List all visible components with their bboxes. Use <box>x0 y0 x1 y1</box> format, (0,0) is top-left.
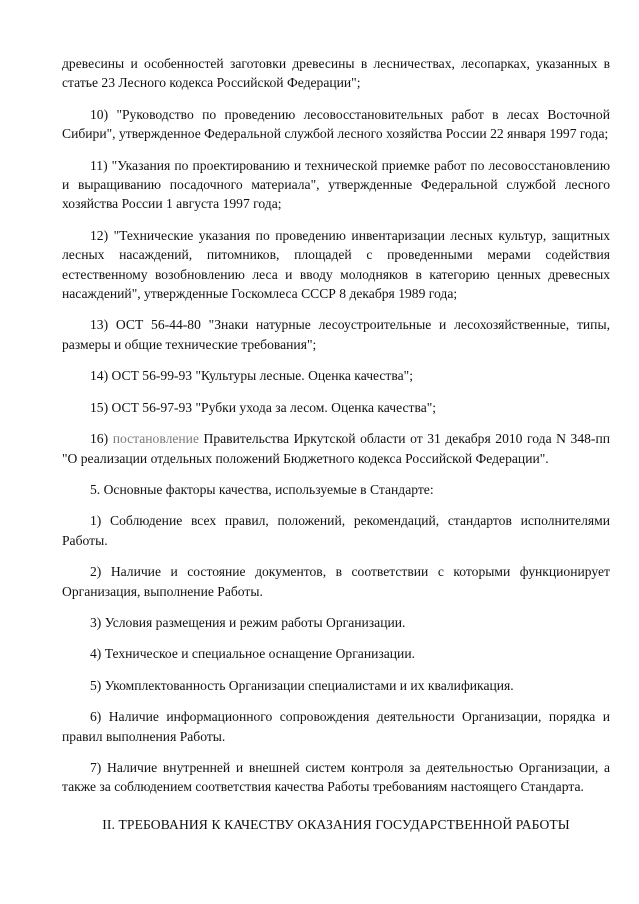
paragraph-text: 7) Наличие внутренней и внешней систем контроля за деятельностью Организации, а также за соблюдением соответствия качества Работы требованиям настоящего Стандарта. <box>62 759 610 795</box>
paragraph-continuation <box>62 54 610 93</box>
paragraph-text: 1) Соблюдение всех правил, положений, рекомендаций, стандартов исполнителями Работы. <box>62 513 610 548</box>
paragraph-text: 12) "Технические указания по проведению инвентаризации лесных культур, защитных лесных насаждений, питомников, площадей с проведенными мерами содействия естественному возобновлению леса и вводу молодняков в категорию ценных древесных насаждений", утвержденные Госкомлеса СССР 8 декабря 1989 года; <box>62 227 610 302</box>
factor-item-1 <box>62 511 610 550</box>
paragraph-text: Правительства Иркутской области от 31 декабря 2010 года N 348-пп "О реализации отдельных положений Бюджетного кодекса Российской Федерации". <box>62 431 610 466</box>
paragraph-text: 4) Техническое и специальное оснащение Организации. <box>90 646 415 662</box>
factor-item-4 <box>62 644 610 663</box>
paragraph-text: 5. Основные факторы качества, используемые в Стандарте: <box>90 481 434 497</box>
factor-item-7 <box>62 758 610 797</box>
factor-item-6 <box>62 707 610 746</box>
list-item-12 <box>62 226 610 304</box>
paragraph-text: 15) ОСТ 56-97-93 "Рубки ухода за лесом. Оценка качества"; <box>90 399 437 415</box>
paragraph-text: 11) "Указания по проектированию и технической приемке работ по лесовосстановлению и выращиванию посадочного материала", утвержденные Федеральной службой лесного хозяйства России 1 августа 1997 года; <box>62 157 610 212</box>
section-point-5 <box>62 480 610 499</box>
list-item-10 <box>62 105 610 144</box>
paragraph-text: 3) Условия размещения и режим работы Организации. <box>90 614 406 630</box>
paragraph-text: 5) Укомплектованность Организации специалистами и их квалификация. <box>90 677 514 693</box>
paragraph-text: 6) Наличие информационного сопровождения деятельности Организации, порядка и правил выполнения Работы. <box>62 709 610 744</box>
paragraph-text: 10) "Руководство по проведению лесовосстановительных работ в лесах Восточной Сибири", утвержденное Федеральной службой лесного хозяйства России 22 января 1997 года; <box>62 106 610 142</box>
paragraph-prefix: 16) <box>90 431 113 447</box>
paragraph-text: 14) ОСТ 56-99-93 "Культуры лесные. Оценка качества"; <box>90 368 413 384</box>
list-item-15 <box>62 398 610 417</box>
paragraph-text: древесины и особенностей заготовки древесины в лесничествах, лесопарках, указанных в статье 23 Лесного кодекса Российской Федерации"; <box>62 56 610 91</box>
list-item-13 <box>62 315 610 354</box>
list-item-11 <box>62 156 610 214</box>
list-item-16 <box>62 429 610 468</box>
factor-item-3 <box>62 613 610 632</box>
paragraph-text: 13) ОСТ 56-44-80 "Знаки натурные лесоустроительные и лесохозяйственные, типы, размеры и общие технические требования"; <box>62 317 610 352</box>
resolution-link[interactable]: постановление <box>112 431 199 447</box>
paragraph-text: 2) Наличие и состояние документов, в соответствии с которыми функционирует Организация, выполнение Работы. <box>62 564 610 599</box>
factor-item-2 <box>62 562 610 601</box>
section-heading-text: II. ТРЕБОВАНИЯ К КАЧЕСТВУ ОКАЗАНИЯ ГОСУДАРСТВЕННОЙ РАБОТЫ <box>102 816 570 832</box>
factor-item-5 <box>62 676 610 695</box>
section-heading <box>62 815 610 834</box>
document-page <box>62 54 610 834</box>
list-item-14 <box>62 366 610 385</box>
